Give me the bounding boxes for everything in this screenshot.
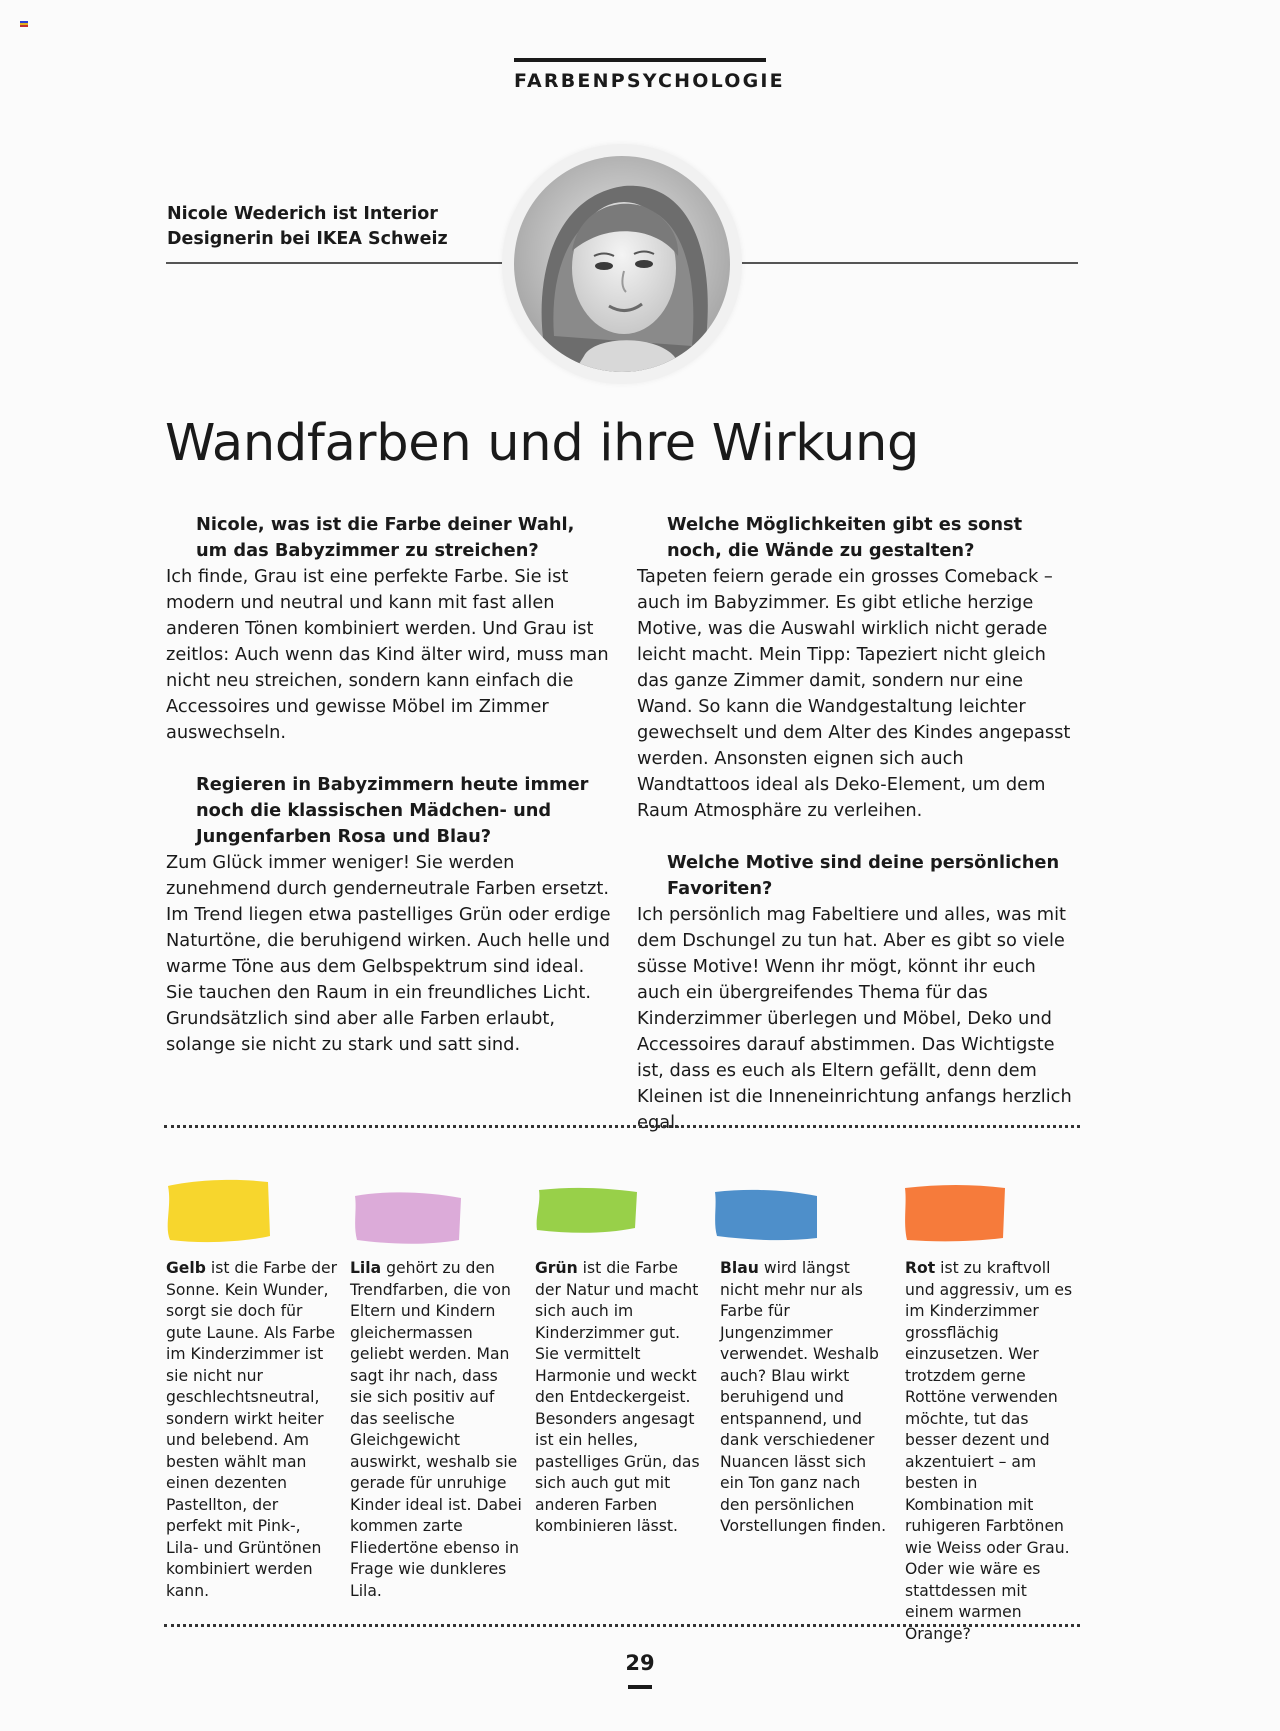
- blue-paint-swatch-icon: [713, 1188, 819, 1242]
- interview-answer: Zum Glück immer weniger! Sie werden zunehmend durch genderneutrale Farben ersetzt. Im Trend liegen etwa pastelliges Grün oder erdige Naturtöne, die beruhigend wirken. Auch helle und warme Töne aus dem Gelbspektrum sind ideal. Sie tauchen den Raum in ein freundliches Licht. Grundsätzlich sind aber alle Farben erlaubt, solange sie nicht zu stark und satt sind.: [166, 852, 611, 1055]
- color-name: Blau: [720, 1259, 759, 1277]
- color-text: ist die Farbe der Natur und macht sich auch im Kinderzimmer gut. Sie vermittelt Harmonie und weckt den Entdeckergeist. Besonders angesagt ist ein helles, pastelliges Grün, das sich auch gut mit anderen Farben kombinieren lässt.: [535, 1259, 700, 1535]
- interview-answer: Ich persönlich mag Fabeltiere und alles, was mit dem Dschungel zu tun hat. Aber es gibt so viele süsse Motive! Wenn ihr mögt, könnt ihr euch auch ein übergreifendes Thema für das Kinderzimmer überlegen und Möbel, Deko und Accessoires darauf abstimmen. Das Wichtigste ist, dass es euch als Eltern gefällt, denn dem Kleinen ist die Inneneinrichtung anfangs herzlich egal.: [637, 904, 1072, 1133]
- interview-answer: Ich finde, Grau ist eine perfekte Farbe. Sie ist modern und neutral und kann mit fast allen anderen Tönen kombiniert werden. Und Grau ist zeitlos: Auch wenn das Kind älter wird, muss man nicht neu streichen, sondern kann einfach die Accessoires und gewisse Möbel im Zimmer auswechseln.: [166, 566, 609, 743]
- color-name: Rot: [905, 1259, 936, 1277]
- author-caption: [167, 202, 477, 252]
- author-portrait: [514, 156, 730, 372]
- color-text: wird längst nicht mehr nur als Farbe für Jungenzimmer verwendet. Weshalb auch? Blau wirkt beruhigend und entspannend, und dank verschiedener Nuancen lässt sich ein Ton ganz nach den persönlichen Vorstellungen finden.: [720, 1259, 887, 1535]
- interview-question: Welche Möglichkeiten gibt es sonst noch, die Wände zu gestalten?: [667, 514, 1023, 561]
- green-paint-swatch-icon: [535, 1186, 639, 1236]
- author-caption-line2: Designerin bei IKEA Schweiz: [167, 229, 448, 249]
- interview-question: Regieren in Babyzimmern heute immer noch die klassischen Mädchen- und Jungenfarben Rosa und Blau?: [196, 774, 589, 847]
- color-description: [350, 1258, 522, 1602]
- dotted-divider-top: [164, 1125, 1080, 1128]
- interview-question: Nicole, was ist die Farbe deiner Wahl, um das Babyzimmer zu streichen?: [196, 514, 575, 561]
- interview-column-right: [637, 512, 1082, 1162]
- section-header: [514, 58, 785, 92]
- dotted-divider-bottom: [164, 1624, 1080, 1627]
- divider-line-left: [166, 262, 503, 264]
- color-name: Lila: [350, 1259, 382, 1277]
- lilac-paint-swatch-icon: [353, 1190, 463, 1246]
- page-number-bar: [628, 1685, 652, 1689]
- page-number: 29: [625, 1651, 655, 1675]
- color-description: [535, 1258, 707, 1538]
- portrait-photo-icon: [514, 156, 730, 372]
- color-text: ist die Farbe der Sonne. Kein Wunder, sorgt sie doch für gute Laune. Als Farbe im Kinderzimmer ist sie nicht nur geschlechtsneutral, sondern wirkt heiter und belebend. Am besten wählt man einen dezenten Pastellton, der perfekt mit Pink-, Lila- und Grüntönen kombiniert werden kann.: [166, 1259, 338, 1600]
- interview-question: Welche Motive sind deine persönlichen Favoriten?: [667, 852, 1060, 899]
- qa-block: [166, 512, 611, 746]
- color-description: [166, 1258, 338, 1602]
- color-text: gehört zu den Trendfarben, die von Eltern und Kindern gleichermassen geliebt werden. Man sagt ihr nach, dass sie sich positiv auf das seelische Gleichgewicht auswirkt, weshalb sie gerade für unruhige Kinder ideal ist. Dabei kommen zarte Fliedertöne ebenso in Frage wie dunkleres Lila.: [350, 1259, 522, 1600]
- color-text: ist zu kraftvoll und aggressiv, um es im Kinderzimmer grossflächig einzusetzen. Wer trotzdem gerne Rottöne verwenden möchte, tut das besser dezent und akzentuiert – am besten in Kombination mit ruhigeren Farbtönen wie Weiss oder Grau. Oder wie wäre es stattdessen mit einem warmen Orange?: [905, 1259, 1073, 1643]
- section-header-label: FARBENPSYCHOLOGIE: [514, 70, 785, 92]
- color-description: [720, 1258, 892, 1538]
- qa-block: [166, 772, 611, 1058]
- orange-paint-swatch-icon: [903, 1182, 1007, 1244]
- qa-block: [637, 512, 1082, 824]
- author-caption-line1: Nicole Wederich ist Interior: [167, 204, 438, 224]
- divider-line-right: [740, 262, 1078, 264]
- qa-block: [637, 850, 1082, 1136]
- interview-column-left: [166, 512, 611, 1084]
- color-description: [905, 1258, 1077, 1645]
- article-title: Wandfarben und ihre Wirkung: [165, 414, 920, 473]
- color-name: Gelb: [166, 1259, 206, 1277]
- interview-answer: Tapeten feiern gerade ein grosses Comeback – auch im Babyzimmer. Es gibt etliche herzige Motive, was die Auswahl wirklich nicht gerade leicht macht. Mein Tipp: Tapeziert nicht gleich das ganze Zimmer damit, sondern nur eine Wand. So kann die Wandgestaltung leichter gewechselt und dem Alter des Kindes angepasst werden. Ansonsten eignen sich auch Wandtattoos ideal als Deko-Element, um dem Raum Atmosphäre zu verleihen.: [637, 566, 1071, 821]
- section-header-bar: [514, 58, 766, 62]
- color-name: Grün: [535, 1259, 578, 1277]
- corner-mark-icon: [20, 21, 28, 27]
- yellow-paint-swatch-icon: [164, 1176, 272, 1246]
